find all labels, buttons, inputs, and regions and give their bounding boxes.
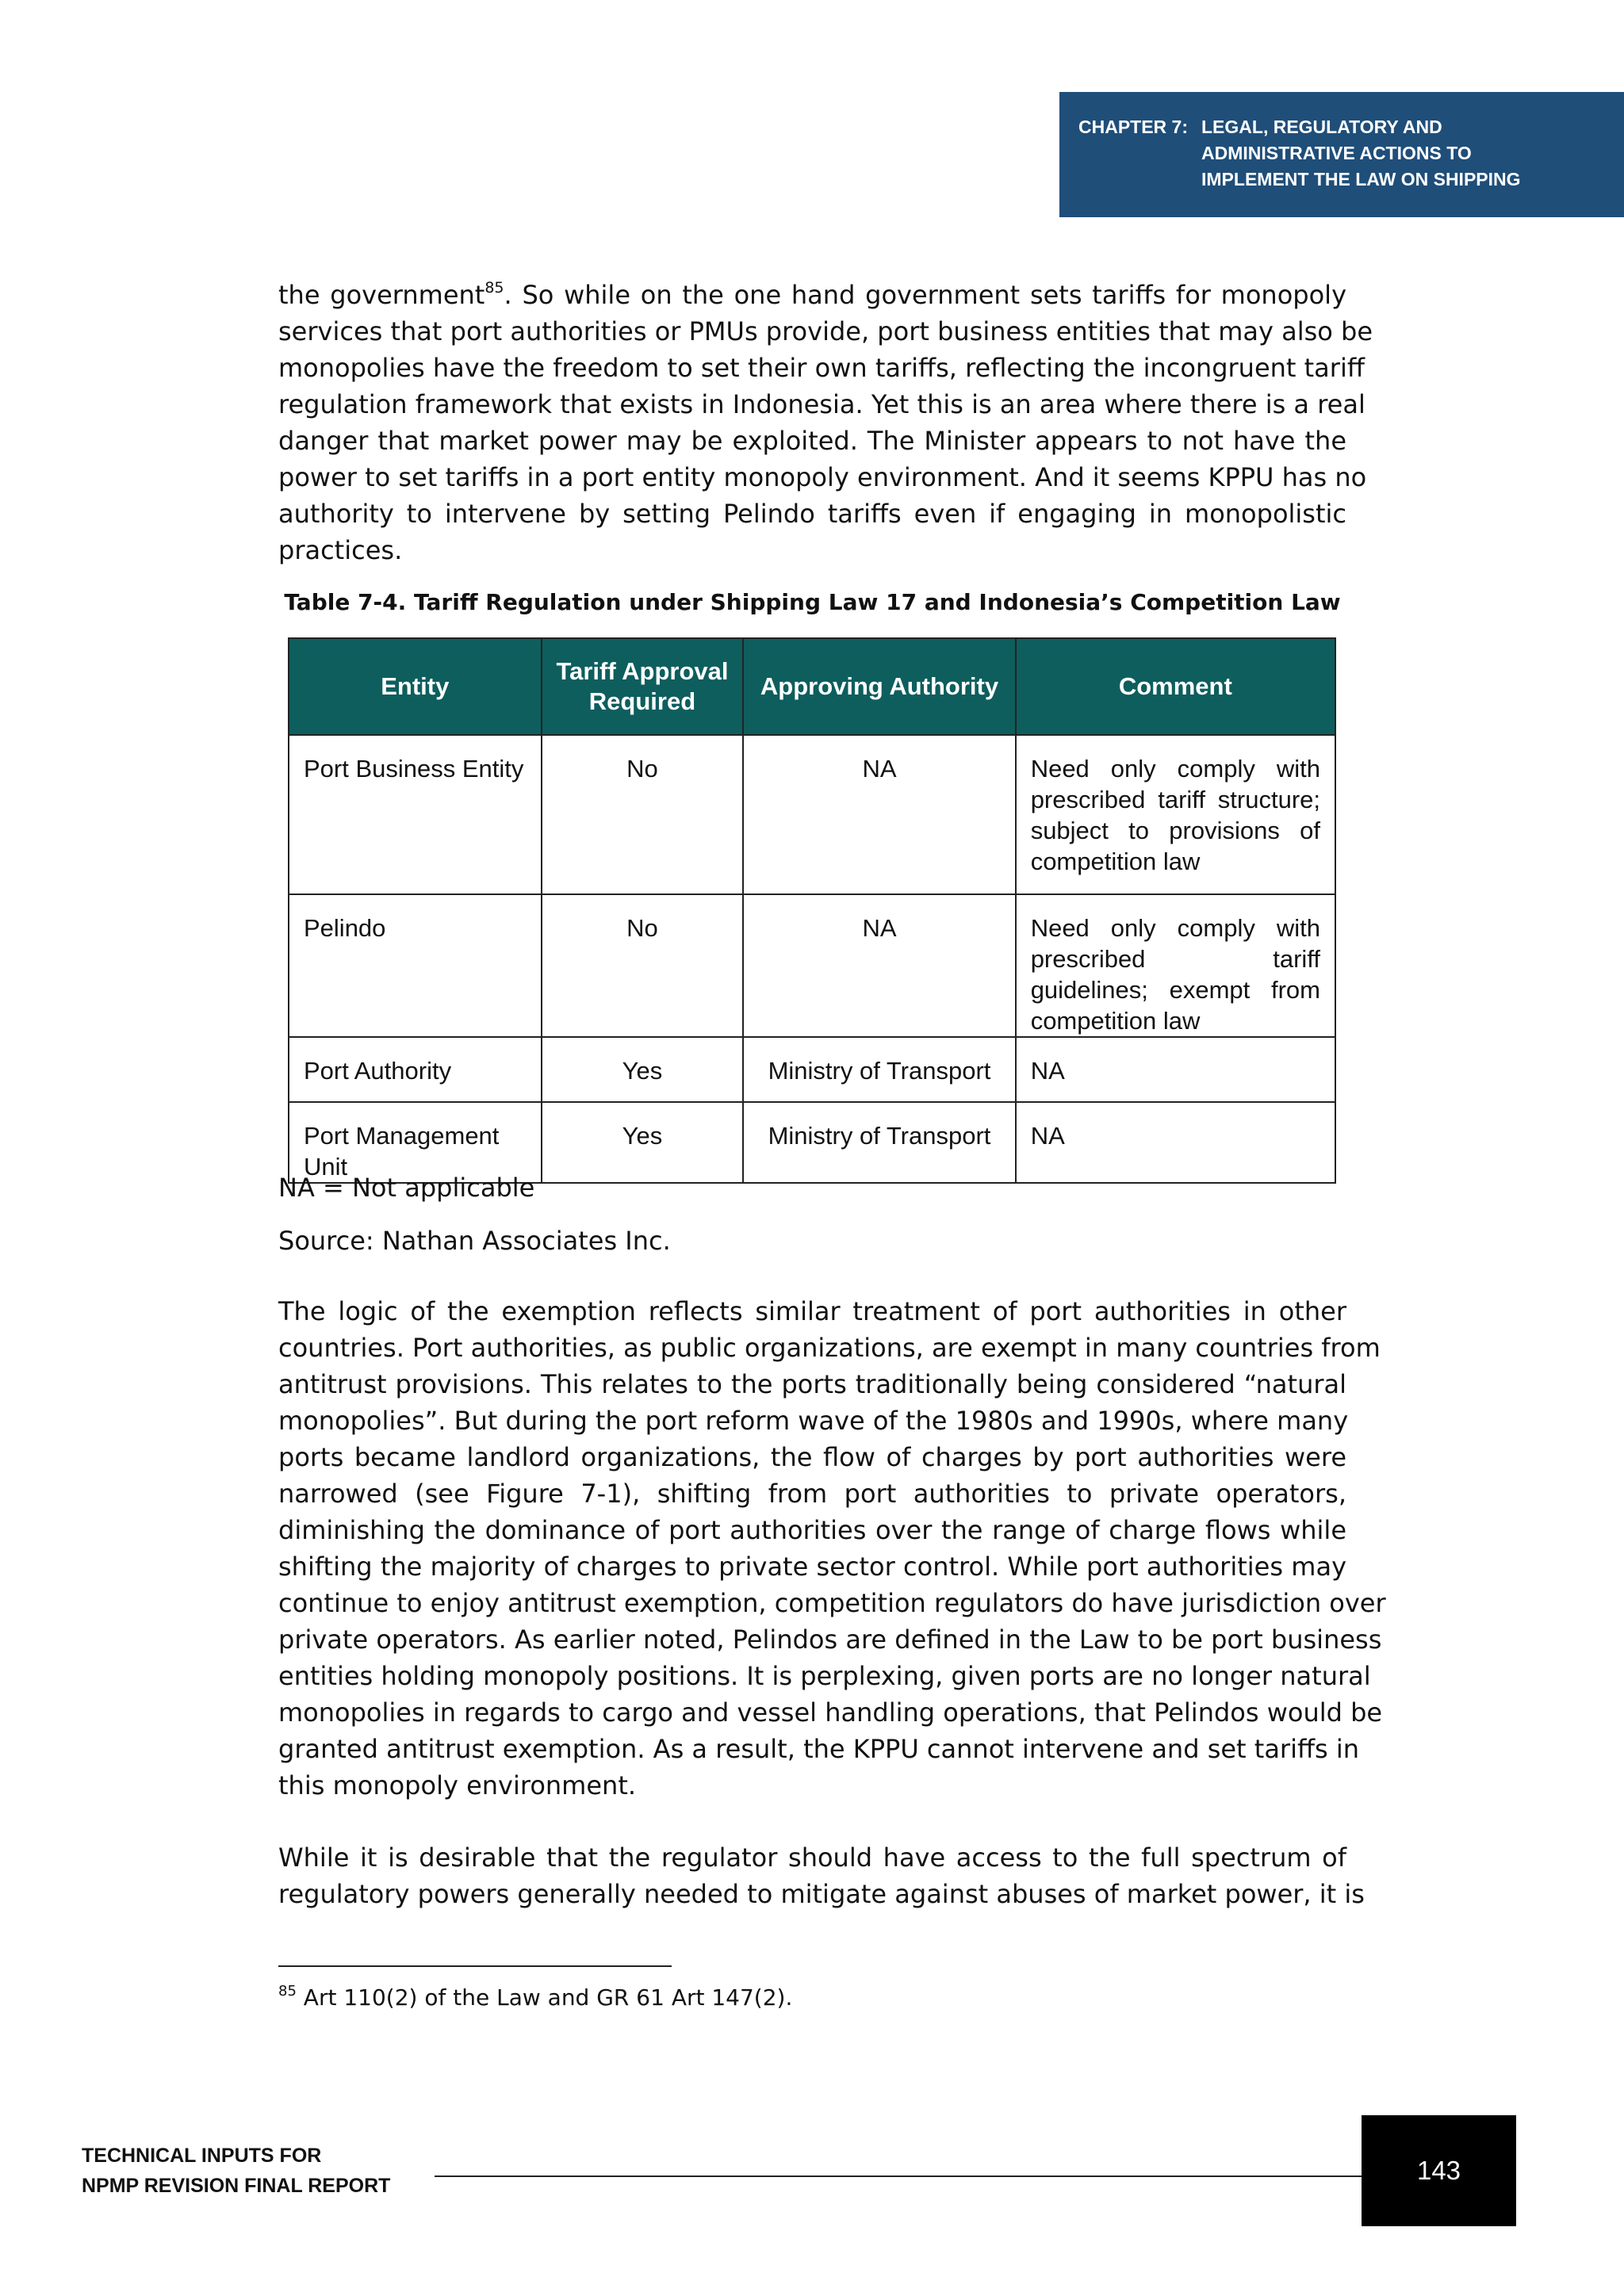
paragraph-line: ports became landlord organizations, the flow of charges by port authorities were — [278, 1442, 1346, 1472]
column-header-approving-authority: Approving Authority — [743, 638, 1015, 735]
paragraph-line: private operators. As earlier noted, Pelindos are defined in the Law to be port business — [278, 1624, 1382, 1655]
footer-line: NPMP REVISION FINAL REPORT — [82, 2175, 391, 2197]
paragraph-line: shifting the majority of charges to private sector control. While port authorities may — [278, 1552, 1346, 1582]
table-cell-entity: Port Authority — [289, 1037, 542, 1102]
paragraph-line: entities holding monopoly positions. It is perplexing, given ports are no longer natural — [278, 1661, 1371, 1691]
table-cell-comment: NA — [1016, 1102, 1335, 1183]
column-header-entity: Entity — [289, 638, 542, 735]
table-note: NA = Not applicable — [278, 1173, 535, 1203]
chapter-title-line: LEGAL, REGULATORY AND — [1201, 117, 1442, 137]
paragraph-line: danger that market power may be exploited. The Minister appears to not have the — [278, 426, 1346, 456]
footnote-number: 85 — [278, 1983, 297, 1999]
tariff-regulation-table — [288, 637, 1336, 1184]
footnote-text: Art 110(2) of the Law and GR 61 Art 147(2). — [296, 1984, 793, 2011]
paragraph-line: countries. Port authorities, as public organizations, are exempt in many countries from — [278, 1333, 1381, 1363]
paragraph-line: The logic of the exemption reflects similar treatment of port authorities in other — [278, 1296, 1346, 1326]
paragraph-1 — [278, 277, 1373, 568]
paragraph-line: power to set tariffs in a port entity monopoly environment. And it seems KPPU has no — [278, 462, 1367, 492]
paragraph-line — [278, 277, 1346, 313]
paragraph-line: services that port authorities or PMUs provide, port business entities that may also be — [278, 316, 1373, 346]
chapter-title — [1201, 114, 1598, 217]
chapter-header-banner — [1059, 92, 1624, 217]
table-cell-approval: No — [542, 735, 744, 894]
table-cell-entity: Pelindo — [289, 894, 542, 1037]
page-number: 143 — [1362, 2115, 1516, 2226]
paragraph-line: narrowed (see Figure 7-1), shifting from port authorities to private operators, — [278, 1479, 1346, 1509]
table-cell-comment: Need only comply with prescribed tariff structure; subject to provisions of competition law — [1016, 735, 1335, 894]
table-row — [289, 735, 1335, 894]
table-cell-authority: NA — [743, 735, 1015, 894]
paragraph-line: regulation framework that exists in Indonesia. Yet this is an area where there is a real — [278, 389, 1365, 419]
chapter-title-line: ADMINISTRATIVE ACTIONS TO — [1201, 143, 1472, 163]
paragraph-line: practices. — [278, 535, 403, 565]
paragraph-line: antitrust provisions. This relates to the ports traditionally being considered “natural — [278, 1369, 1346, 1399]
footnote-reference: 85 — [485, 279, 504, 297]
table-row — [289, 1037, 1335, 1102]
table-cell-approval: Yes — [542, 1102, 744, 1183]
table-header-row — [289, 638, 1335, 735]
paragraph-line: continue to enjoy antitrust exemption, competition regulators do have jurisdiction over — [278, 1588, 1386, 1618]
paragraph-line: monopolies in regards to cargo and vessel handling operations, that Pelindos would be — [278, 1697, 1383, 1728]
paragraph-2 — [278, 1293, 1386, 1804]
paragraph-line: this monopoly environment. — [278, 1770, 637, 1800]
column-header-comment: Comment — [1016, 638, 1335, 735]
paragraph-text: . So while on the one hand government sets tariffs for monopoly — [504, 280, 1347, 310]
footer-line: TECHNICAL INPUTS FOR — [82, 2145, 322, 2167]
table-cell-authority: Ministry of Transport — [743, 1037, 1015, 1102]
table-cell-comment: Need only comply with prescribed tariff guidelines; exempt from competition law — [1016, 894, 1335, 1037]
paragraph-text: the government — [278, 280, 485, 310]
table-cell-comment: NA — [1016, 1037, 1335, 1102]
column-header-tariff-approval: Tariff Approval Required — [542, 638, 744, 735]
footer-report-title — [82, 2141, 390, 2201]
paragraph-line: diminishing the dominance of port authorities over the range of charge flows while — [278, 1515, 1346, 1545]
paragraph-line: regulatory powers generally needed to mitigate against abuses of market power, it is — [278, 1879, 1365, 1909]
footnote — [278, 1982, 792, 2014]
chapter-title-line: IMPLEMENT THE LAW ON SHIPPING — [1201, 169, 1521, 189]
chapter-label: CHAPTER 7: — [1078, 117, 1189, 137]
paragraph-line: authority to intervene by setting Pelindo tariffs even if engaging in monopolistic — [278, 499, 1346, 529]
table-source: Source: Nathan Associates Inc. — [278, 1226, 671, 1256]
table-cell-authority: Ministry of Transport — [743, 1102, 1015, 1183]
table-cell-entity: Port Management Unit — [289, 1102, 542, 1183]
table-cell-approval: No — [542, 894, 744, 1037]
paragraph-line: granted antitrust exemption. As a result, the KPPU cannot intervene and set tariffs in — [278, 1734, 1360, 1764]
footnote-divider — [278, 1965, 672, 1967]
table-row — [289, 894, 1335, 1037]
footer-divider — [435, 2175, 1362, 2177]
table-cell-authority: NA — [743, 894, 1015, 1037]
paragraph-3 — [278, 1839, 1365, 1912]
table-cell-approval: Yes — [542, 1037, 744, 1102]
paragraph-line: monopolies”. But during the port reform wave of the 1980s and 1990s, where many — [278, 1406, 1349, 1436]
table-cell-entity: Port Business Entity — [289, 735, 542, 894]
paragraph-line: monopolies have the freedom to set their own tariffs, reflecting the incongruent tariff — [278, 353, 1365, 383]
paragraph-line: While it is desirable that the regulator should have access to the full spectrum of — [278, 1843, 1346, 1873]
table-caption: Table 7-4. Tariff Regulation under Shipping Law 17 and Indonesia’s Competition Law — [284, 589, 1341, 615]
